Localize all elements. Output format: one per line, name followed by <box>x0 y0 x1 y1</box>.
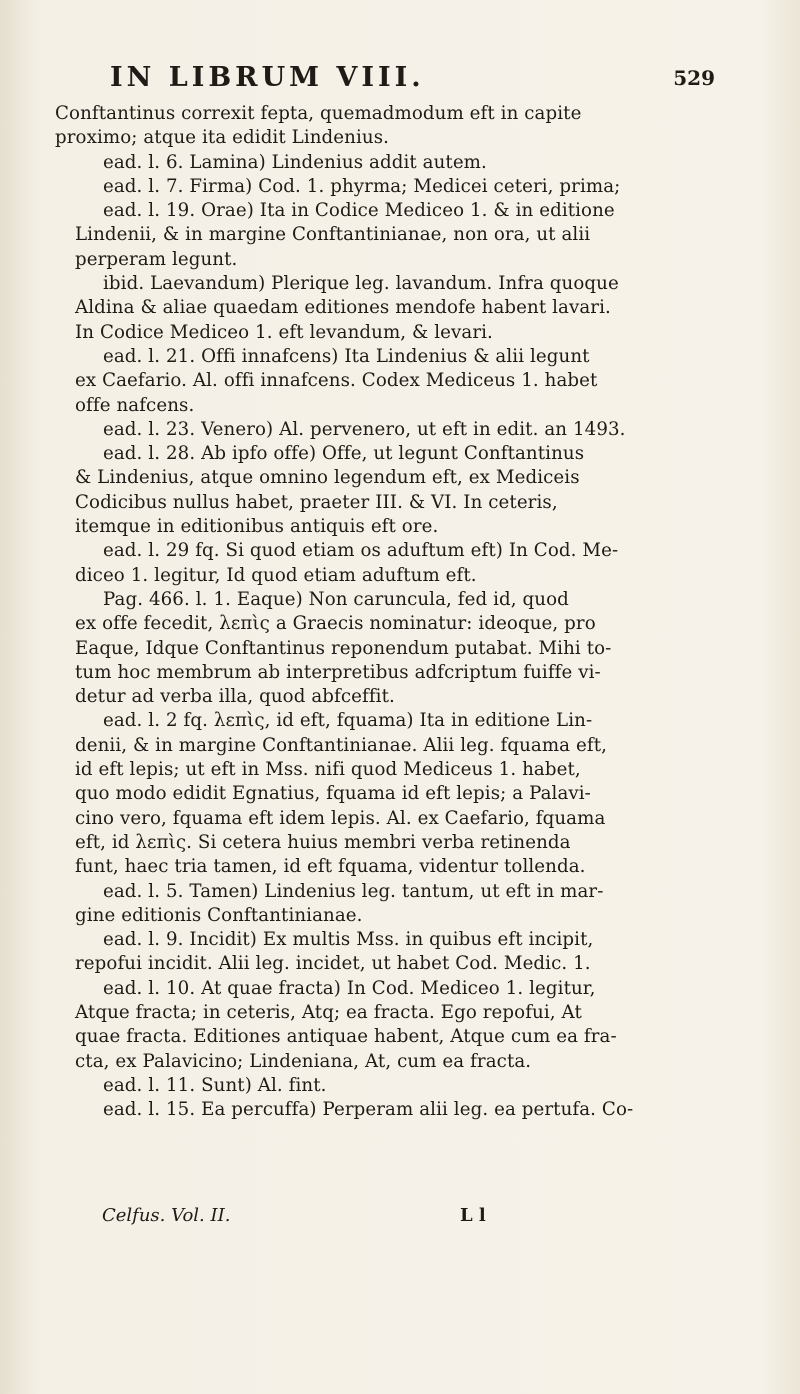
text-line: ead. l. 2 fq. λεπὶς, id eft, fquama) Ita in editione Lin- <box>103 710 593 732</box>
text-line: Conftantinus correxit fepta, quemadmodum eft in capite <box>55 103 582 124</box>
text-line: diceo 1. legitur, Id quod etiam aduftum eft. <box>75 564 477 586</box>
text-line: Atque fracta; in ceteris, Atq; ea fracta. Ego repofui, At <box>75 1001 582 1023</box>
text-line: denii, & in margine Conftantinianae. Alii leg. fquama eft, <box>75 734 607 756</box>
text-line: ead. l. 29 fq. Si quod etiam os aduftum eft) In Cod. Me- <box>103 540 619 562</box>
text-line: cta, ex Palavicino; Lindeniana, At, cum ea fracta. <box>75 1050 532 1072</box>
text-line: ead. l. 5. Tamen) Lindenius leg. tantum, ut eft in mar- <box>103 880 604 902</box>
text-line: ead. l. 28. Ab ipfo offe) Offe, ut legunt Conftantinus <box>103 443 585 465</box>
text-line: ead. l. 15. Ea percuffa) Perperam alii leg. ea pertufa. Co- <box>103 1099 634 1121</box>
text-line: Codicibus nullus habet, praeter III. & VI. In ceteris, <box>75 491 558 513</box>
text-line: proximo; atque ita edidit Lindenius. <box>55 127 390 149</box>
text-line: id eft lepis; ut eft in Mss. nifi quod Mediceus 1. habet, <box>75 759 581 781</box>
text-line: ead. l. 10. At quae fracta) In Cod. Mediceo 1. legitur, <box>103 977 596 999</box>
text-line: ead. l. 6. Lamina) Lindenius addit autem. <box>103 151 487 173</box>
page-footer <box>0 1205 800 1235</box>
page-header <box>0 62 800 102</box>
text-line: ex Caefario. Al. offi innafcens. Codex Mediceus 1. habet <box>75 370 598 392</box>
text-line: Aldina & aliae quaedam editiones mendofe habent lavari. <box>75 297 611 319</box>
signature-mark: L l <box>460 1205 486 1226</box>
text-line: Eaque, Idque Conftantinus reponendum putabat. Mihi to- <box>75 637 612 659</box>
text-line: detur ad verba illa, quod abfceffit. <box>75 686 395 708</box>
text-line: In Codice Mediceo 1. eft levandum, & levari. <box>75 321 493 343</box>
text-line: offe nafcens. <box>75 394 195 416</box>
text-line: Lindenii, & in margine Conftantinianae, non ora, ut alii <box>75 224 591 246</box>
text-line: ead. l. 19. Orae) Ita in Codice Mediceo 1. & in editione <box>103 200 615 222</box>
text-line: gine editionis Conftantinianae. <box>75 904 363 926</box>
text-line: tum hoc membrum ab interpretibus adfcriptum fuiffe vi- <box>75 661 601 683</box>
text-line: funt, haec tria tamen, id eft fquama, videntur tollenda. <box>75 856 586 878</box>
text-line: ead. l. 11. Sunt) Al. fint. <box>103 1074 327 1096</box>
text-line: repofui incidit. Alii leg. incidet, ut habet Cod. Medic. 1. <box>75 953 591 975</box>
text-line: ibid. Laevandum) Plerique leg. lavandum. Infra quoque <box>103 273 619 295</box>
text-line: & Lindenius, atque omnino legendum eft, ex Mediceis <box>75 467 580 489</box>
text-line: itemque in editionibus antiquis eft ore. <box>75 516 439 538</box>
page-number: 529 <box>673 66 715 90</box>
text-line: eft, id λεπὶς. Si cetera huius membri verba retinenda <box>75 831 571 853</box>
text-line: perperam legunt. <box>75 248 238 270</box>
text-line: quo modo edidit Egnatius, fquama id eft lepis; a Palavi- <box>75 783 591 805</box>
running-head: IN LIBRUM VIII. <box>110 62 425 93</box>
signature-line: Celfus. Vol. II. <box>102 1205 231 1226</box>
text-line: cino vero, fquama eft idem lepis. Al. ex Caefario, fquama <box>75 807 606 829</box>
text-line: ead. l. 23. Venero) Al. pervenero, ut eft in edit. an 1493. <box>103 418 626 440</box>
text-line: ex offe fecedit, λεπὶς a Graecis nominatur: ideoque, pro <box>75 613 596 635</box>
text-line: ead. l. 7. Firma) Cod. 1. phyrma; Medicei ceteri, prima; <box>103 175 621 197</box>
commentary-text <box>55 102 755 1122</box>
text-line: ead. l. 9. Incidit) Ex multis Mss. in quibus eft incipit, <box>103 929 594 951</box>
text-line: ead. l. 21. Offi innafcens) Ita Lindenius & alii legunt <box>103 345 590 367</box>
text-line: Pag. 466. l. 1. Eaque) Non caruncula, fed id, quod <box>103 588 569 610</box>
text-line: quae fracta. Editiones antiquae habent, Atque cum ea fra- <box>75 1026 617 1048</box>
